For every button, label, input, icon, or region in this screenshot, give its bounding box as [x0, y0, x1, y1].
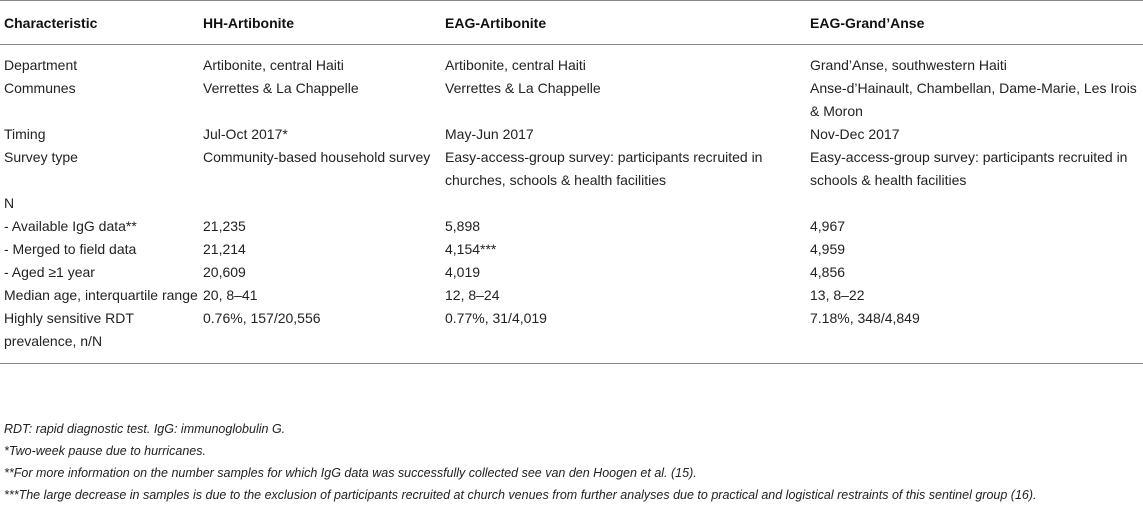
table-row [0, 192, 1143, 215]
table-row [0, 284, 1143, 307]
table-cell: Easy-access-group survey: participants recruited in schools & health facilities [810, 149, 1128, 188]
table-cell: 21,235 [203, 218, 246, 234]
table-cell: Nov-Dec 2017 [810, 126, 900, 142]
header-hh-artibonite: HH-Artibonite [199, 1, 441, 45]
table-cell: 4,967 [810, 218, 846, 234]
table-cell: 21,214 [203, 241, 246, 257]
table-cell: 5,898 [445, 218, 481, 234]
table-cell: 7.18%, 348/4,849 [806, 307, 1143, 364]
table-cell: 4,019 [445, 264, 481, 280]
table-cell [806, 192, 1143, 215]
table-cell: Department [4, 57, 78, 73]
table-cell: Survey type [4, 149, 78, 165]
table-cell: 0.77%, 31/4,019 [441, 307, 806, 364]
header-characteristic: Characteristic [0, 1, 199, 45]
table-cell: 0.76%, 157/20,556 [199, 307, 441, 364]
table-cell: 4,856 [810, 264, 846, 280]
table-row [0, 146, 1143, 192]
table-cell: 20,609 [203, 264, 246, 280]
table-cell: May-Jun 2017 [445, 126, 534, 142]
footnote-single-asterisk: *Two-week pause due to hurricanes. [4, 444, 206, 458]
table-cell: Timing [4, 126, 46, 142]
table-cell: - Merged to field data [4, 241, 137, 257]
table-row [0, 45, 1143, 78]
table-cell: Verrettes & La Chappelle [203, 80, 359, 96]
table-cell: 12, 8–24 [445, 287, 500, 303]
table-cell: N [4, 195, 15, 211]
header-eag-grandanse: EAG-Grand’Anse [806, 1, 1143, 45]
table-row [0, 307, 1143, 364]
footnote-triple-asterisk: ***The large decrease in samples is due to the exclusion of participants recruited at church venues from further analyses due to practical and logistical restraints of this sentinel group (16). [4, 488, 1037, 502]
table-cell: Verrettes & La Chappelle [445, 80, 601, 96]
table-cell: Communes [4, 80, 76, 96]
footnote-double-asterisk: **For more information on the number samples for which IgG data was successfully collected see van den Hoogen et al. (15). [4, 466, 697, 480]
table-cell: Artibonite, central Haiti [445, 57, 586, 73]
table-cell [441, 192, 806, 215]
table-cell: Anse-d’Hainault, Chambellan, Dame-Marie, Les Irois & Moron [810, 80, 1137, 119]
table-row [0, 123, 1143, 146]
table-cell: Grand’Anse, southwestern Haiti [810, 57, 1007, 73]
table-cell: 4,154*** [445, 241, 497, 257]
table-row [0, 215, 1143, 238]
table-cell: Easy-access-group survey: participants recruited in churches, schools & health facilities [445, 149, 763, 188]
header-eag-artibonite: EAG-Artibonite [441, 1, 806, 45]
table-footnotes [4, 418, 1140, 506]
table-cell: - Aged ≥1 year [4, 264, 95, 280]
table-cell: Jul-Oct 2017* [203, 126, 288, 142]
table-cell: Highly sensitive RDT prevalence, n/N [0, 307, 199, 364]
table-cell: Community-based household survey [203, 149, 431, 165]
table-row [0, 77, 1143, 123]
table-cell: - Available IgG data** [4, 218, 137, 234]
table-cell: Median age, interquartile range [4, 287, 198, 303]
table-header-row [0, 1, 1143, 45]
table-cell: 4,959 [810, 241, 846, 257]
footnote-abbreviations: RDT: rapid diagnostic test. IgG: immunoglobulin G. [4, 422, 286, 436]
table-cell [199, 192, 441, 215]
table-cell: Artibonite, central Haiti [203, 57, 344, 73]
table-cell: 20, 8–41 [203, 287, 258, 303]
table-row [0, 238, 1143, 261]
table-cell: 13, 8–22 [810, 287, 865, 303]
table-row [0, 261, 1143, 284]
